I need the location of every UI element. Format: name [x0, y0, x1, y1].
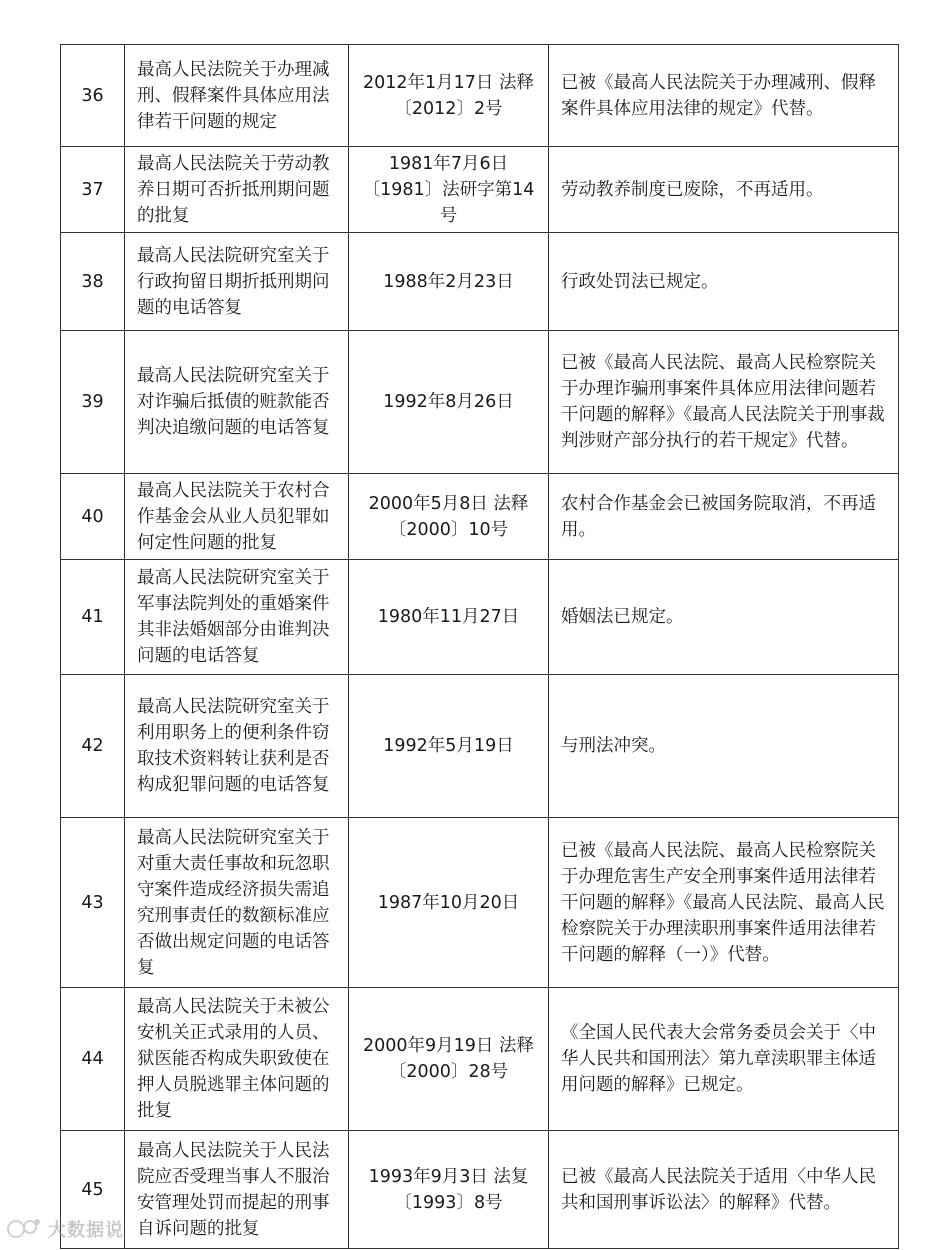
issue-date: 1988年2月23日 — [349, 233, 549, 331]
issue-date: 2000年9月19日 法释〔2000〕28号 — [349, 988, 549, 1131]
issue-date: 2000年5月8日 法释〔2000〕10号 — [349, 474, 549, 560]
abolition-reason: 行政处罚法已规定。 — [549, 233, 899, 331]
table-row — [61, 675, 899, 818]
table-row — [61, 1131, 899, 1249]
issue-date: 1992年5月19日 — [349, 675, 549, 818]
abolition-reason: 农村合作基金会已被国务院取消，不再适用。 — [549, 474, 899, 560]
abolished-interpretations-table — [60, 44, 899, 1249]
row-number: 36 — [61, 45, 125, 147]
abolition-reason: 与刑法冲突。 — [549, 675, 899, 818]
row-number: 42 — [61, 675, 125, 818]
table-row — [61, 45, 899, 147]
table-row — [61, 474, 899, 560]
document-title: 最高人民法院关于办理减刑、假释案件具体应用法律若干问题的规定 — [125, 45, 349, 147]
issue-date: 1980年11月27日 — [349, 560, 549, 675]
row-number: 37 — [61, 147, 125, 233]
table-row — [61, 331, 899, 474]
issue-date: 1987年10月20日 — [349, 818, 549, 988]
row-number: 39 — [61, 331, 125, 474]
document-title: 最高人民法院研究室关于利用职务上的便利条件窃取技术资料转让获利是否构成犯罪问题的电话答复 — [125, 675, 349, 818]
document-title: 最高人民法院关于未被公安机关正式录用的人员、狱医能否构成失职致使在押人员脱逃罪主体问题的批复 — [125, 988, 349, 1131]
document-title: 最高人民法院研究室关于军事法院判处的重婚案件其非法婚姻部分由谁判决问题的电话答复 — [125, 560, 349, 675]
table-row — [61, 147, 899, 233]
watermark-logo-icon — [6, 1216, 42, 1242]
document-title: 最高人民法院关于农村合作基金会从业人员犯罪如何定性问题的批复 — [125, 474, 349, 560]
document-title: 最高人民法院关于劳动教养日期可否折抵刑期问题的批复 — [125, 147, 349, 233]
table-row — [61, 560, 899, 675]
table-row — [61, 818, 899, 988]
abolition-reason: 劳动教养制度已废除，不再适用。 — [549, 147, 899, 233]
document-title: 最高人民法院关于人民法院应否受理当事人不服治安管理处罚而提起的刑事自诉问题的批复 — [125, 1131, 349, 1249]
table-row — [61, 988, 899, 1131]
document-title: 最高人民法院研究室关于对重大责任事故和玩忽职守案件造成经济损失需追究刑事责任的数额标准应否做出规定问题的电话答复 — [125, 818, 349, 988]
issue-date: 1992年8月26日 — [349, 331, 549, 474]
issue-date: 2012年1月17日 法释〔2012〕2号 — [349, 45, 549, 147]
abolition-reason: 已被《最高人民法院、最高人民检察院关于办理诈骗刑事案件具体应用法律问题若干问题的解释》《最高人民法院关于刑事裁判涉财产部分执行的若干规定》代替。 — [549, 331, 899, 474]
row-number: 44 — [61, 988, 125, 1131]
document-title: 最高人民法院研究室关于对诈骗后抵债的赃款能否判决追缴问题的电话答复 — [125, 331, 349, 474]
abolition-reason: 婚姻法已规定。 — [549, 560, 899, 675]
row-number: 45 — [61, 1131, 125, 1249]
abolition-reason: 已被《最高人民法院、最高人民检察院关于办理危害生产安全刑事案件适用法律若干问题的解释》《最高人民法院、最高人民检察院关于办理渎职刑事案件适用法律若干问题的解释（一）》代替。 — [549, 818, 899, 988]
abolition-reason: 已被《最高人民法院关于适用〈中华人民共和国刑事诉讼法〉的解释》代替。 — [549, 1131, 899, 1249]
document-title: 最高人民法院研究室关于行政拘留日期折抵刑期问题的电话答复 — [125, 233, 349, 331]
issue-date: 1993年9月3日 法复〔1993〕8号 — [349, 1131, 549, 1249]
row-number: 41 — [61, 560, 125, 675]
issue-date: 1981年7月6日〔1981〕法研字第14号 — [349, 147, 549, 233]
row-number: 38 — [61, 233, 125, 331]
abolition-reason: 已被《最高人民法院关于办理减刑、假释案件具体应用法律的规定》代替。 — [549, 45, 899, 147]
table-row — [61, 233, 899, 331]
row-number: 43 — [61, 818, 125, 988]
watermark-text: 大数据说 — [48, 1220, 124, 1241]
row-number: 40 — [61, 474, 125, 560]
abolition-reason: 《全国人民代表大会常务委员会关于〈中华人民共和国刑法〉第九章渎职罪主体适用问题的解释》已规定。 — [549, 988, 899, 1131]
